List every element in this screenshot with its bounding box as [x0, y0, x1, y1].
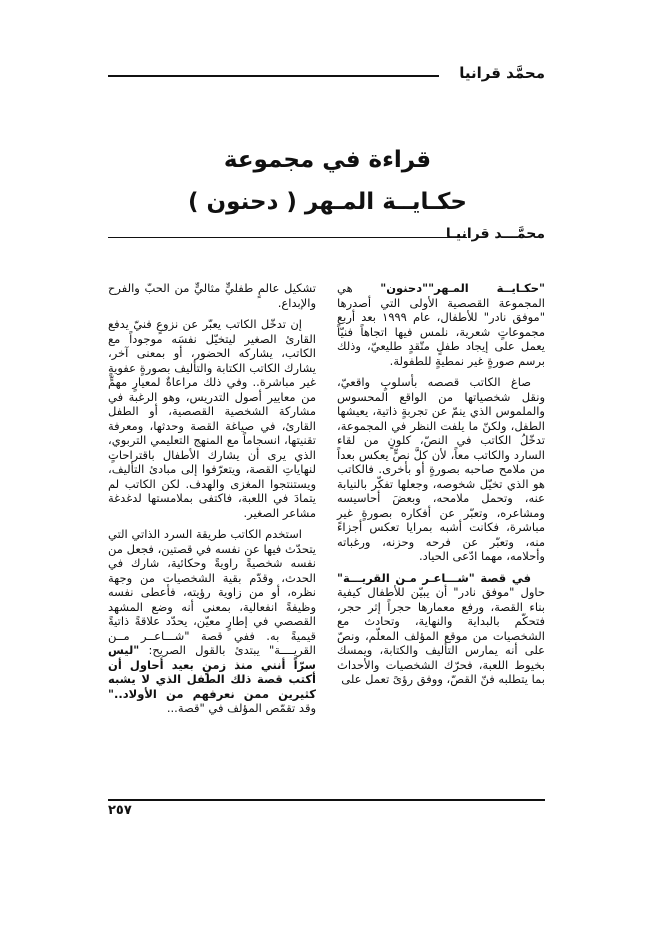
paragraph — [337, 375, 545, 564]
paragraph-lead: في قصة "شـــاعـر مـن القريـــة" — [337, 570, 531, 585]
quoted-text: "ليس سرّاً أنني منذ زمنٍ بعيد أحاول أن أكتب قصة ذلك الطفل الذي لا يشبه كثيرين ممن نعرفهم من الأولاد.." — [108, 643, 316, 701]
byline-rule — [108, 237, 467, 238]
paragraph — [337, 281, 545, 368]
page-number: ٢٥٧ — [108, 803, 132, 818]
article-title — [110, 143, 545, 219]
running-header — [108, 64, 545, 84]
paragraph-text: وقد تقمّص المؤلف في "قصة... — [166, 701, 316, 715]
title-line-2: حكـايــة المـهر ( دحنون ) — [188, 189, 467, 215]
paragraph-text: استخدم الكاتب طريقة السرد الذاتي التي يتحدّث فيها عن نفسه في قصتين، فجعل من نفسه شخصيةً راويةً وحكائية، شارك في الحدث، وقدّم بقية الشخصيات من وجهة نظره، أو من زاوية رؤيته، فأعطى نفسه وظيفةً انفعالية، بمعنى أنه وضع المشهد القصصي في إطارٍ معيّن، يحدّد علاقةً ذاتيةً قيميةً به. ففي قصة "شـــاعــر مــن القريــــة" يبتدئ بالقول الصريح: — [108, 527, 316, 657]
left-column — [108, 281, 316, 723]
paragraph — [337, 571, 545, 687]
paragraph — [108, 527, 316, 716]
byline-author: محمَّـــد قرانيـا — [445, 226, 545, 242]
paragraph-text: صاغ الكاتب قصصه بأسلوبٍ واقعيّ، ونقل شخصياتها من الواقع المحسوس والملموس الذي ينمّ عن تجربةٍ ذاتية، يعيشها الطفل، ولكنّ ما يلفت النظر في المجموعة، تدخّلُ الكاتب في النصّ، كلونٍ من لقاء السارد والكاتب معاً، لأن كلَّ نصٍّ يعكس بعداً من ملامح صاحبه بصورةٍ أو بأخرى. فالكاتب هو الذي تخيّل شخوصه، وجعلها تفكّر بالنيابة عنه، وتحمل ملامحه، وبعضَ أحاسيسه ومشاعره، وتعبّر عن أفكاره بصورةٍ غير مباشرة، فكانت أشبه بمرايا تعكس أجزاءً منه، وتعبّر عن فرحه وحزنه، ورغباته وأحلامه، مهما ادّعى الحياد. — [337, 375, 545, 563]
right-column — [337, 281, 545, 694]
paragraph-text: حاول "موفق نادر" أن يبيّن للأطفال كيفية بناء القصة، ورفع معمارها حجراً إثر حجر، فتحكّم بالبداية والنهاية، وتحادث مع الشخصيات من موقع المؤلف المعلّم، ونصّ على أنه يمارس التأليف والكتابة، ويمسك بخيوط اللعبة، فحرّك الشخصيات والأحداث بما يتطلبه فنّ القصّ، ووفق رؤىً تعمل على — [337, 585, 545, 686]
header-rule — [108, 75, 439, 77]
paragraph-text: تشكيل عالمٍ طفليٍّ مثاليٍّ من الحبّ والفرح والإبداع. — [108, 281, 316, 310]
byline — [108, 226, 545, 246]
paragraph-text: هي المجموعة القصصية الأولى التي أصدرها "موفق نادر" للأطفال، عام ١٩٩٩ بعد أربع مجموعاتٍ شعرية، نلمس فيها اتجاهاً فنيّاً يعمل على إيجاد طفلٍ متّقدٍ طليعيّ، وذلك برسم صورةٍ غير نمطيةٍ للطفولة. — [337, 281, 545, 368]
header-author: محمَّد قرانيا — [459, 64, 545, 82]
title-line-1: قراءة في مجموعة — [223, 147, 432, 173]
paragraph-text: إن تدخّل الكاتب يعبّر عن نزوعٍ فنيّ يدفع القارئ الصغير ليتخيّل نفسَه موجوداً مع الكاتب، يشاركه الحضور، أو بمعنى آخر، يشارك الكاتب الكتابة والتأليف بصورةٍ عفويةٍ غير مباشرة.. وفي ذلك مراعاةٌ لمعيارٍ مهمٍّ من معايير أصول التدريس، وهو الرغبة في مشاركة الشخصية القصصية، أو الطفل القارئ، في صياغة القصة وحدثها، ومعرفة تقنيتها، انسجاماً مع المنهج التعليمي التربوي، الذي يرى أن يشارك الأطفال باقتراحاتٍ لنهاياتِ القصة، ويتعرّفوا إلى مبادئ التأليف، ويستنتجوا المغزى والهدف. لكن الكاتب لم يتمادَ في اللعبة، فاكتفى بملامستها لدغدغة مشاعر الصغير. — [108, 317, 316, 520]
paragraph-lead: "حكـايــة المـهر""دحنون" — [380, 281, 545, 295]
paragraph — [108, 317, 316, 520]
paragraph — [108, 281, 316, 310]
footer-rule — [108, 799, 545, 801]
